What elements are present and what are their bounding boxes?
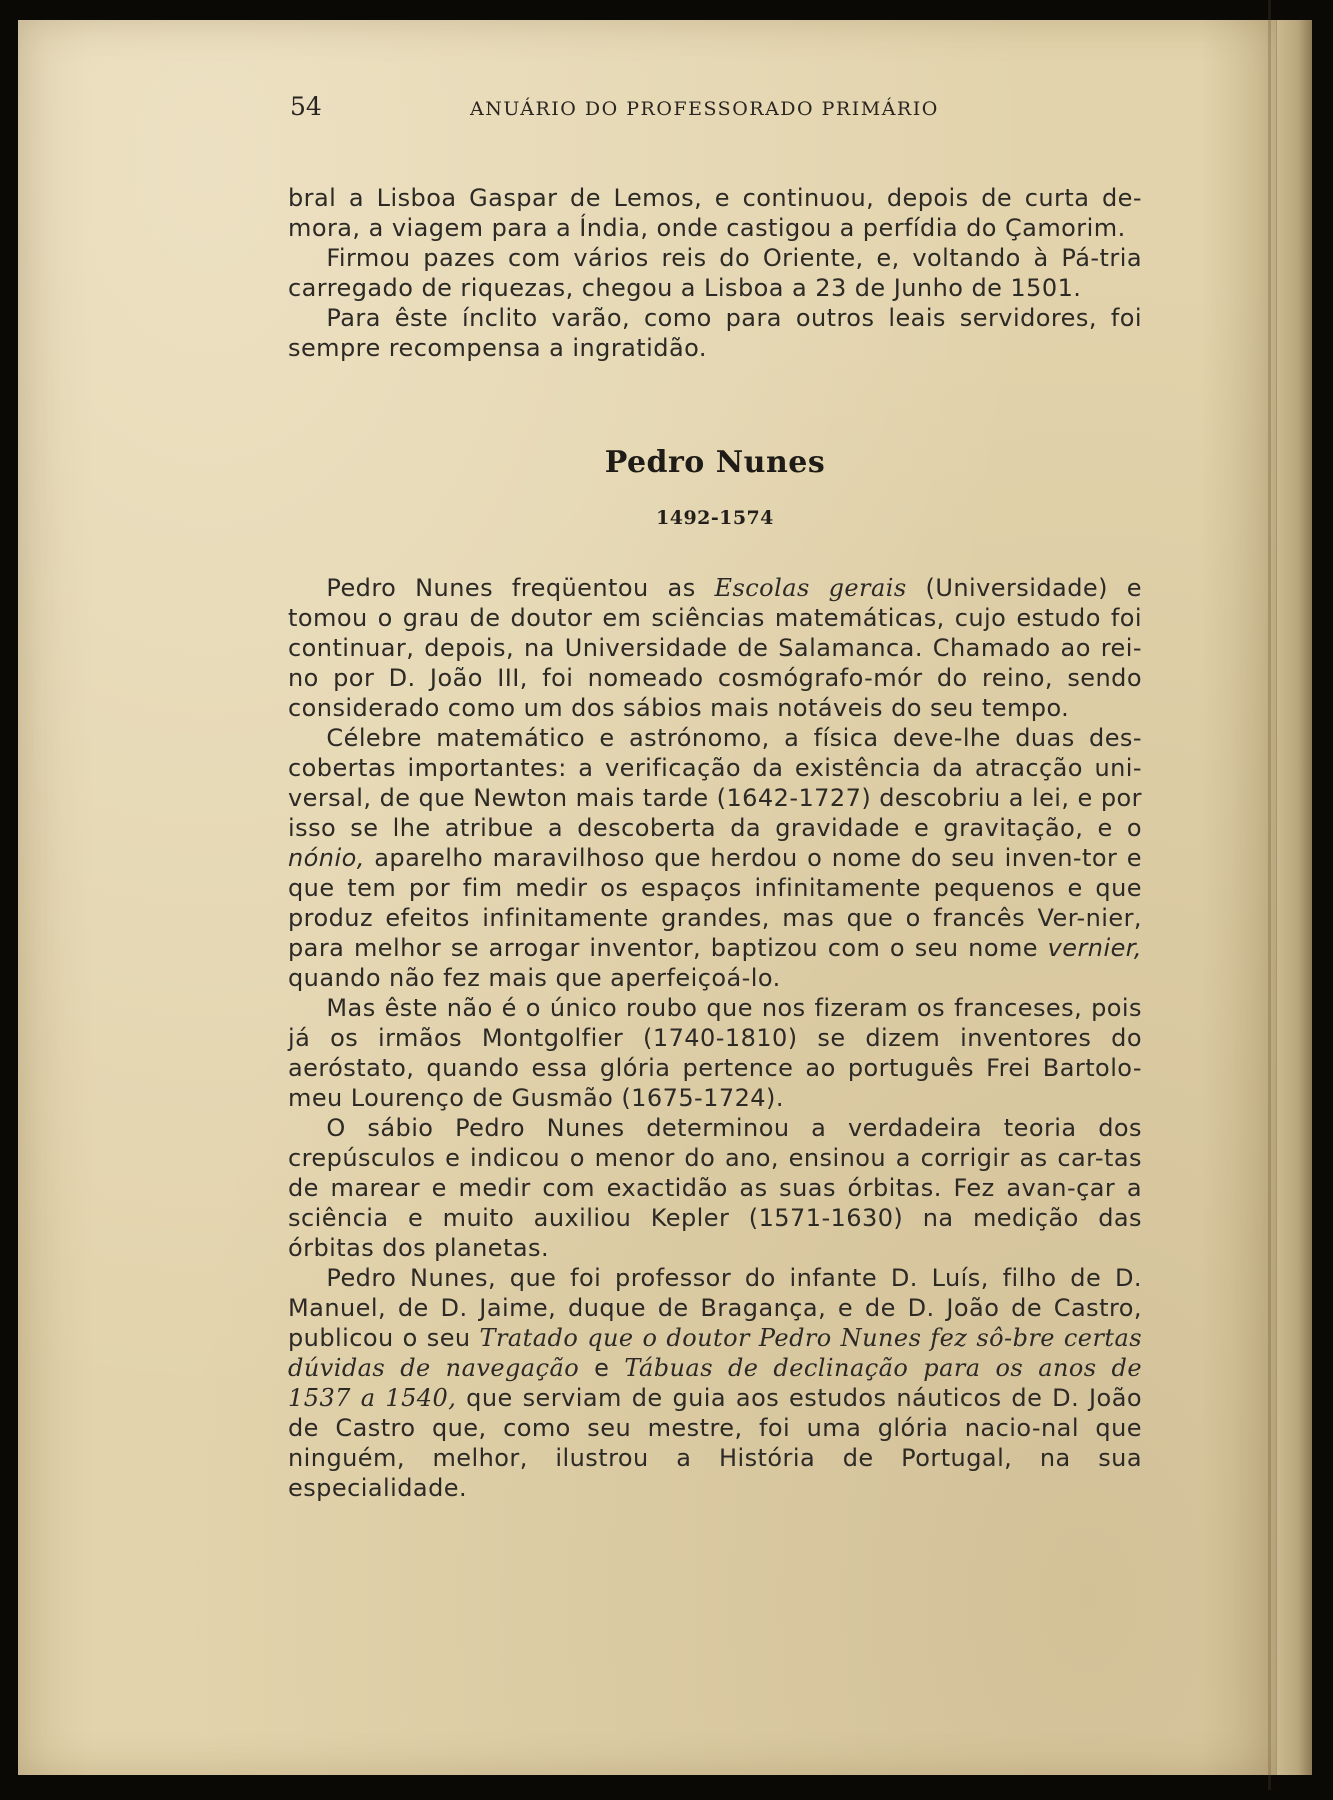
paragraph-2-text-c: aparelho maravilhoso que herdou o nome do seu inven-tor e que tem por fim medir os espaços infinitamente pequenos e que produz efeitos infinitamente grandes, mas que o francês Ver-nier, para melhor se arrogar inventor, baptizou com o seu nome: [288, 844, 1142, 962]
binding-shadow: [1268, 0, 1271, 1790]
paragraph-5-text-e: que serviam de guia aos estudos náuticos de D. João de Castro que, como seu mestre, foi uma glória nacio-nal que ninguém, melhor, ilustrou a História de Portugal, na sua especialidade.: [288, 1384, 1142, 1502]
paragraph-1-text-a: Pedro Nunes freqüentou as: [326, 574, 715, 602]
paragraph-5-text-a: Pedro Nunes, que foi professor do infante D. Luís, filho de D. Manuel, de D. Jaime, duque de Bragança, e de D. João de Castro, publicou o seu: [288, 1264, 1142, 1352]
paragraph-2-text-a: Célebre matemático e astrónomo, a física deve-lhe duas des-cobertas importantes: a verificação da existência da atracção uni-versal, de que Newton mais tarde (1642-1727) descobriu a lei, e por isso se lhe atribue a descoberta da gravidade e gravitação, e o: [288, 724, 1142, 842]
page-edge: [1276, 20, 1312, 1775]
paragraph-5: [288, 1263, 1142, 1503]
section-dates: 1492-1574: [656, 507, 774, 529]
paragraph-4: O sábio Pedro Nunes determinou a verdadeira teoria dos crepúsculos e indicou o menor do ano, ensinou a corrigir as car-tas de marear e medir com exactidão as suas órbitas. Fez avan-çar a sciência e muito auxiliou Kepler (1571-1630) na medição das órbitas dos planetas.: [288, 1114, 1142, 1262]
paragraph-2-text-e: quando não fez mais que aperfeiçoá-lo.: [288, 964, 781, 992]
intro-paragraph-2: Firmou pazes com vários reis do Oriente, e, voltando à Pá-tria carregado de riquezas, chegou a Lisboa a 23 de Junho de 1501.: [288, 244, 1142, 302]
paragraph-1: [288, 573, 1142, 723]
biography-text: [288, 573, 1142, 1503]
page-header: [290, 92, 1140, 132]
running-title: ANUÁRIO DO PROFESSORADO PRIMÁRIO: [470, 98, 939, 120]
paragraph-3: Mas êste não é o único roubo que nos fizeram os franceses, pois já os irmãos Montgolfier (1740-1810) se dizem inventores do aeróstato, quando essa glória pertence ao português Frei Bartolo-meu Lourenço de Gusmão (1675-1724).: [288, 994, 1142, 1112]
paragraph-5-italic-tratado: Tratado que o doutor Pedro Nunes fez sô-bre certas dúvidas de navegação: [288, 1324, 1142, 1382]
paragraph-5-text-c: e: [579, 1354, 625, 1382]
paragraph-2-italic-nonio: nónio,: [288, 844, 365, 872]
section-title: Pedro Nunes: [604, 445, 826, 480]
paragraph-1-italic: Escolas gerais: [714, 574, 907, 602]
intro-paragraph-3: Para êste ínclito varão, como para outros leais servidores, foi sempre recompensa a ingratidão.: [288, 304, 1142, 362]
intro-paragraph-1: bral a Lisboa Gaspar de Lemos, e continuou, depois de curta de-mora, a viagem para a Índia, onde castigou a perfídia do Çamorim.: [288, 184, 1142, 242]
page-number: 54: [290, 92, 322, 121]
intro-text: [288, 183, 1142, 363]
paragraph-2: [288, 723, 1142, 993]
paragraph-1-text-c: (Universidade) e tomou o grau de doutor em sciências matemáticas, cujo estudo foi continuar, depois, na Universidade de Salamanca. Chamado ao rei-no por D. João III, foi nomeado cosmógrafo-mór do reino, sendo considerado como um dos sábios mais notáveis do seu tempo.: [288, 574, 1143, 722]
paragraph-2-italic-vernier: vernier,: [1047, 934, 1142, 962]
paragraph-5-italic-tabuas: Tábuas de declinação para os anos de 1537 a 1540,: [288, 1354, 1142, 1412]
